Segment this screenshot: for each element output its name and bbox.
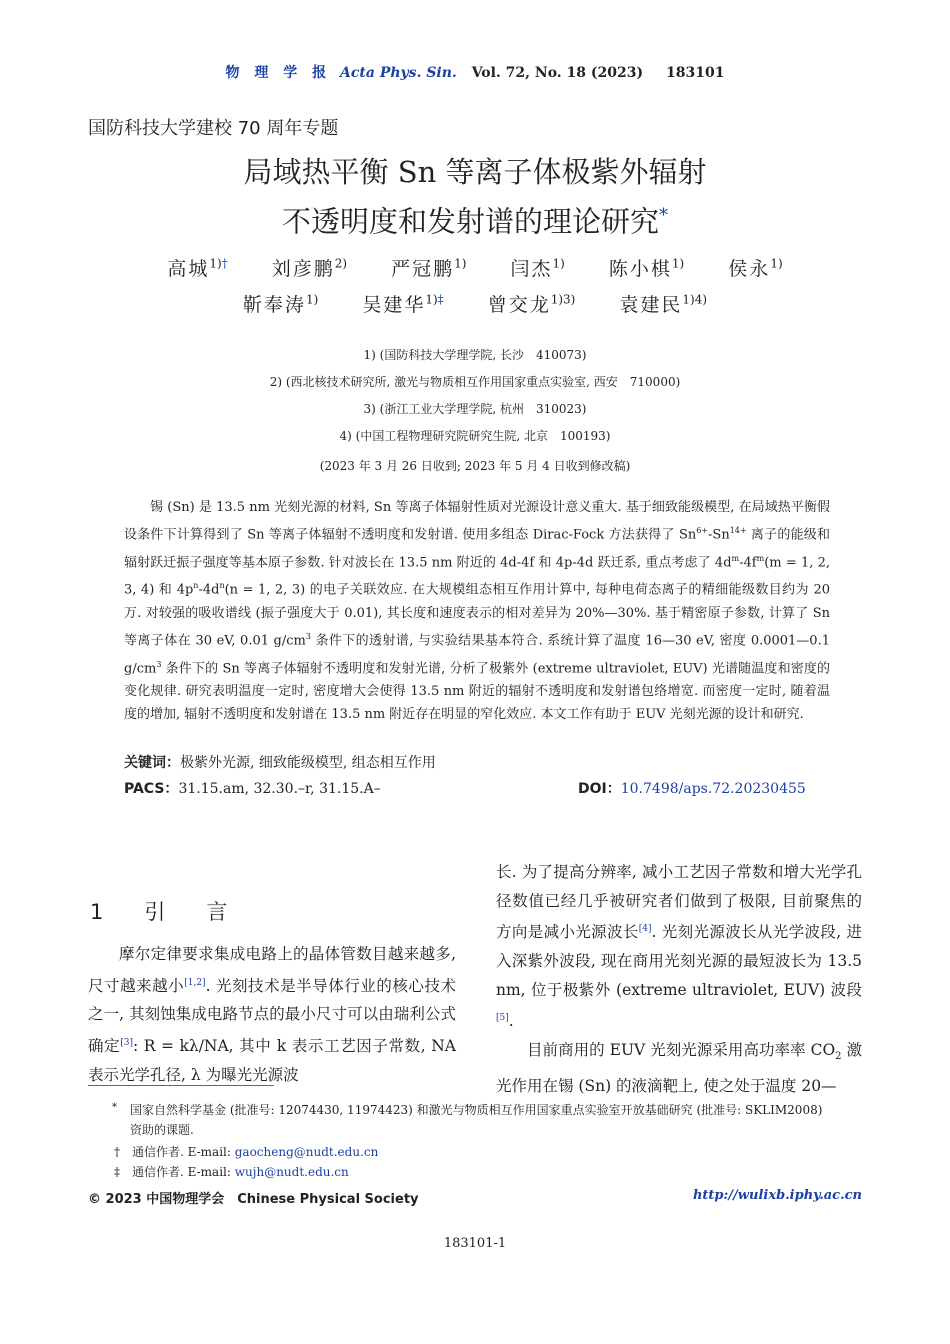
keywords (124, 752, 436, 772)
journal-header (0, 62, 950, 82)
corresponding-mark[interactable]: † (221, 256, 228, 271)
email-link[interactable]: wujh@nudt.edu.cn (234, 1165, 349, 1179)
doi (578, 778, 806, 798)
author: 闫杰$^{1)}$ (510, 256, 565, 280)
abstract: 锡 (Sn) 是 13.5 nm 光刻光源的材料, Sn 等离子体辐射性质对光源设计意义重大. 基于细致能级模型, 在局域热平衡假设条件下计算得到了 Sn 等离子体辐射不透明度和发射谱. 使用多组态 Dirac-Fock 方法获得了 $Sn^{6+}-Sn^{14+}$ 离子的能级和辐射跃迁振子强度等基本原子参数. 针对波长在 13.5 nm 附近的 4d-4f 和 4p-4d 跃迁系, 重点考虑了 $4d^m-4f^m(m = 1$, 2, 3, 4) 和 $4p^n-4d^n(n = 1$, 2, 3) 的电子关联效应. 在大规模组态相互作用计算中, 每种电荷态离子的精细能级数目约为 20 万. 对较强的吸收谱线 (振子强度大于 0.01), 其长度和速度表示的相对差异为 20%—30%. 基于精密原子参数, 计算了 Sn 等离子体在 30 eV, 0.01 $g/cm^3$ 条件下的透射谱, 与实验结果基本符合. 系统计算了温度 16—30 eV, 密度 0.0001—0.1 $g/cm^3$ 条件下的 Sn 等离子体辐射不透明度和发射光谱, 分析了极紫外 (extreme ultraviolet, EUV) 光谱随温度和密度的变化规律. 研究表明温度一定时, 密度增大会使得 13.5 nm 附近的辐射不透明度和发射谱包络增宽. 而密度一定时, 随着温度的增加, 辐射不透明度和发射谱在 13.5 nm 附近存在明显的窄化效应. 本文工作有助于 EUV 光刻光源的设计和研究. (124, 500, 830, 723)
citation-link[interactable]: [3] (120, 1037, 133, 1048)
special-topic: 国防科技大学建校 70 周年专题 (88, 118, 339, 139)
title-line-2: 不透明度和发射谱的理论研究 (281, 204, 659, 239)
author: 高城$^{1)\dagger}$ (167, 256, 228, 280)
author: 吴建华$^{1)\ddagger}$ (362, 292, 444, 316)
received-dates: (2023 年 3 月 26 日收到; 2023 年 5 月 4 日收到修改稿) (319, 459, 631, 473)
journal-abbr: Acta Phys. Sin. (340, 65, 457, 81)
article-number: 183101 (665, 65, 725, 81)
section-heading: 1 引 言 (90, 900, 238, 924)
keywords-label: 关键词： (124, 755, 180, 771)
author: 刘彦鹏$^{2)}$ (271, 256, 348, 280)
pacs-label: PACS： (124, 781, 179, 797)
doi-label: DOI： (578, 781, 621, 797)
author: 陈小棋$^{1)}$ (608, 256, 685, 280)
author: 严冠鹏$^{1)}$ (391, 256, 467, 280)
affiliation: 4) (中国工程物理研究院研究生院, 北京 100193) (339, 429, 611, 443)
email-link[interactable]: gaocheng@nudt.edu.cn (234, 1145, 379, 1159)
pacs (124, 778, 381, 798)
copyright: © 2023 中国物理学会 Chinese Physical Society (88, 1192, 419, 1207)
pacs-text: 31.15.am, 32.30.–r, 31.15.A– (178, 781, 381, 797)
title-line-1: 局域热平衡 Sn 等离子体极紫外辐射 (243, 155, 707, 189)
citation-link[interactable]: [5] (496, 1013, 509, 1024)
body-left-column: 摩尔定律要求集成电路上的晶体管数目越来越多, 尺寸越来越小[1,2]. 光刻技术是半导体行业的核心技术之一, 其刻蚀集成电路节点的最小尺寸可以由瑞利公式确定[3]: R = kλ/NA, 其中 k 表示工艺因子常数, NA 表示光学孔径, λ 为曝光光源波 (88, 945, 456, 1084)
corresponding-footnote: ‡ 通信作者. E-mail: wujh@nudt.edu.cn (114, 1165, 349, 1179)
journal-name-cn: 物 理 学 报 (225, 65, 332, 81)
author: 侯永$^{1)}$ (728, 256, 783, 280)
author: 靳奉涛$^{1)}$ (242, 292, 319, 316)
authors-row-1 (0, 254, 950, 281)
affiliation: 2) (西北核技术研究所, 激光与物质相互作用国家重点实验室, 西安 710000) (269, 375, 681, 389)
citation-link[interactable]: [4] (638, 924, 652, 935)
affiliation: 3) (浙江工业大学理学院, 杭州 310023) (363, 402, 587, 416)
website-link[interactable]: http://wulixb.iphy.ac.cn (692, 1188, 862, 1203)
authors-row-2 (0, 290, 950, 317)
footnote-divider (88, 1085, 274, 1086)
funding-footnote: * 国家自然科学基金 (批准号: 12074430, 11974423) 和激光与物质相互作用国家重点实验室开放基础研究 (批准号: SKLIM2008) 资助的课题. (112, 1102, 823, 1137)
journal-volume: Vol. 72, No. 18 (2023) (471, 65, 644, 81)
body-right-column: 长. 为了提高分辨率, 减小工艺因子常数和增大光学孔径数值已经几乎被研究者们做到了极限, 目前聚焦的方向是减小光源波长[4]. 光刻光源波长从光学波段, 进入深紫外波段, 现在商用光刻光源的最短波长为 13.5 nm, 位于极紫外 (extreme ultraviolet, EUV) 波段[5]. 目前商用的 EUV 光刻光源采用高功率率 $CO_2$ 激光作用在锡 (Sn) 的液滴靶上, 使之处于温度 20— (496, 863, 862, 1095)
doi-link[interactable]: 10.7498/aps.72.20230455 (620, 781, 806, 797)
corresponding-mark[interactable]: ‡ (437, 292, 444, 307)
paper-title (0, 150, 950, 244)
keywords-text: 极紫外光源, 细致能级模型, 组态相互作用 (180, 755, 436, 771)
author: 曾交龙$^{1)3)}$ (487, 292, 576, 316)
author: 袁建民$^{1)4)}$ (619, 292, 708, 316)
page-number: 183101-1 (443, 1236, 507, 1251)
affiliation: 1) (国防科技大学理学院, 长沙 410073) (363, 348, 587, 362)
corresponding-footnote: † 通信作者. E-mail: gaocheng@nudt.edu.cn (114, 1145, 379, 1159)
title-footnote-mark[interactable]: * (659, 205, 668, 226)
citation-link[interactable]: [1,2] (184, 977, 206, 988)
